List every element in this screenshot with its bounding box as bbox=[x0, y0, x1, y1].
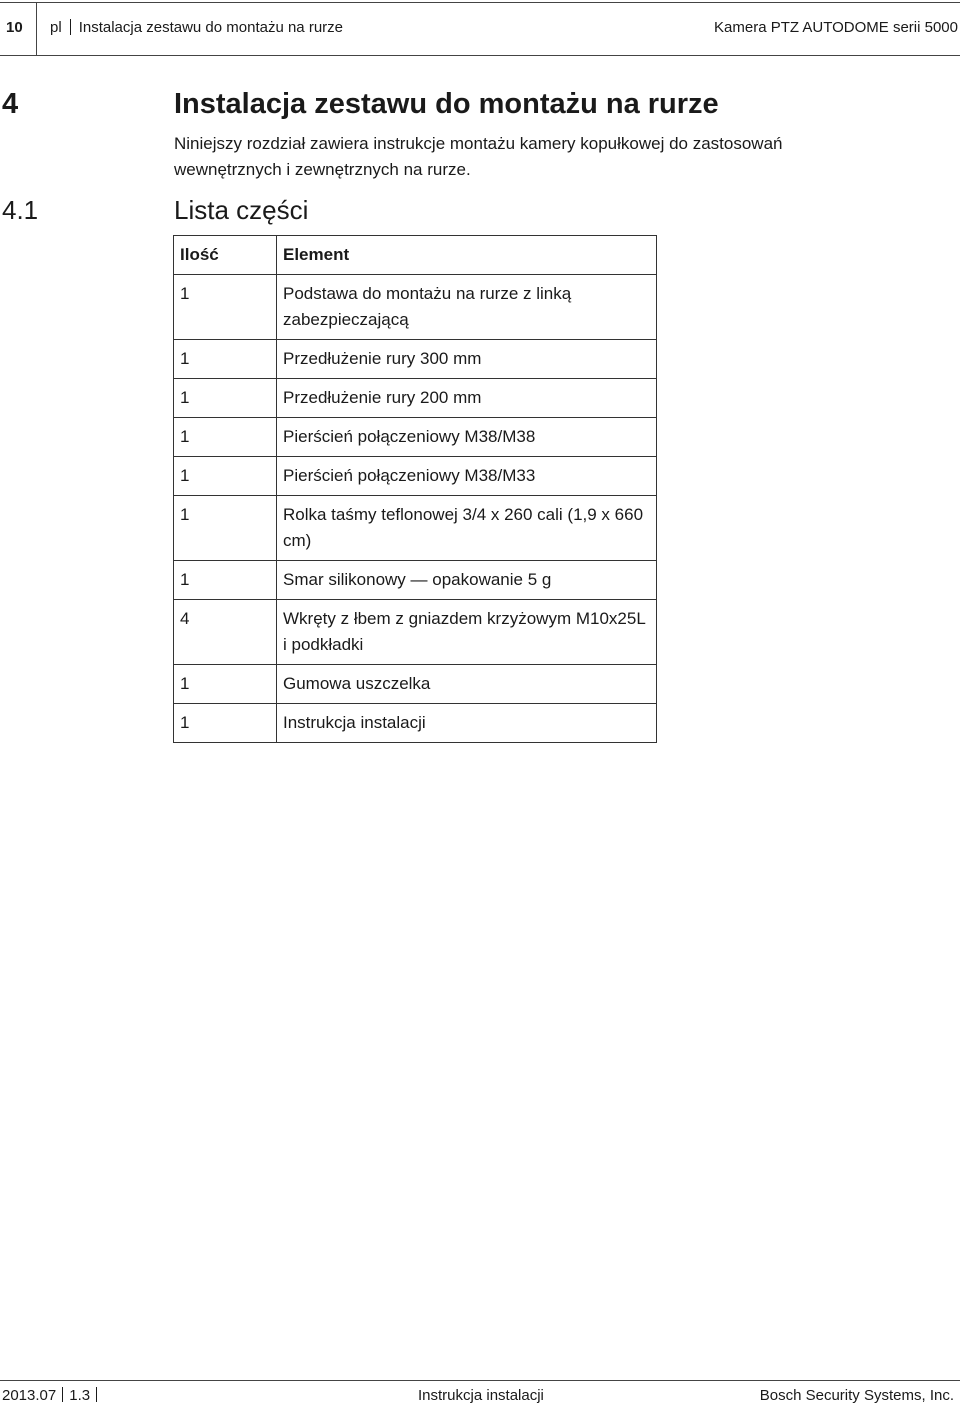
row-quantity: 1 bbox=[174, 418, 277, 457]
page-footer bbox=[0, 1380, 960, 1406]
row-quantity: 1 bbox=[174, 457, 277, 496]
page-number: 10 bbox=[6, 19, 23, 36]
row-quantity: 1 bbox=[174, 379, 277, 418]
table-row bbox=[174, 340, 657, 379]
row-item: Wkręty z łbem z gniazdem krzyżowym M10x25L i podkładki bbox=[277, 600, 657, 665]
chapter-title: Instalacja zestawu do montażu na rurze bbox=[174, 88, 719, 120]
chapter-intro: Niniejszy rozdział zawiera instrukcje montażu kamery kopułkowej do zastosowań wewnętrznych i zewnętrznych na rurze. bbox=[174, 134, 783, 179]
header-separator bbox=[70, 19, 71, 35]
header-section-title: Instalacja zestawu do montażu na rurze bbox=[78, 19, 343, 36]
table-row bbox=[174, 665, 657, 704]
page-header bbox=[0, 0, 960, 56]
row-quantity: 1 bbox=[174, 340, 277, 379]
table-row bbox=[174, 600, 657, 665]
row-quantity: 1 bbox=[174, 496, 277, 561]
table-row bbox=[174, 457, 657, 496]
chapter-number: 4 bbox=[2, 88, 19, 120]
section-title: Lista części bbox=[174, 195, 309, 225]
section-number: 4.1 bbox=[2, 195, 39, 225]
row-item: Pierścień połączeniowy M38/M38 bbox=[277, 418, 657, 457]
row-quantity: 1 bbox=[174, 275, 277, 340]
header-top-rule bbox=[0, 2, 960, 3]
row-quantity: 4 bbox=[174, 600, 277, 665]
footer-doc-type: Instrukcja instalacji bbox=[418, 1387, 544, 1404]
table-row bbox=[174, 418, 657, 457]
table-row bbox=[174, 704, 657, 743]
row-item: Smar silikonowy — opakowanie 5 g bbox=[277, 561, 657, 600]
row-quantity: 1 bbox=[174, 561, 277, 600]
row-item: Pierścień połączeniowy M38/M33 bbox=[277, 457, 657, 496]
header-language: pl bbox=[50, 19, 62, 36]
table-row bbox=[174, 379, 657, 418]
row-item: Gumowa uszczelka bbox=[277, 665, 657, 704]
footer-date: 2013.07 bbox=[2, 1387, 57, 1404]
header-divider bbox=[36, 3, 37, 55]
table-row bbox=[174, 496, 657, 561]
table-row bbox=[174, 275, 657, 340]
row-item: Instrukcja instalacji bbox=[277, 704, 657, 743]
footer-company: Bosch Security Systems, Inc. bbox=[759, 1387, 954, 1404]
table-row bbox=[174, 561, 657, 600]
footer-separator bbox=[96, 1387, 97, 1402]
header-element: Element bbox=[277, 236, 657, 275]
table-header-row bbox=[174, 236, 657, 275]
header-quantity: Ilość bbox=[174, 236, 277, 275]
footer-edition bbox=[2, 1387, 103, 1404]
parts-table bbox=[173, 235, 657, 743]
header-product: Kamera PTZ AUTODOME serii 5000 bbox=[714, 19, 958, 36]
row-item: Rolka taśmy teflonowej 3/4 x 260 cali (1,9 x 660 cm) bbox=[277, 496, 657, 561]
row-item: Przedłużenie rury 200 mm bbox=[277, 379, 657, 418]
header-bottom-rule bbox=[0, 55, 960, 56]
footer-separator bbox=[62, 1387, 63, 1402]
row-item: Przedłużenie rury 300 mm bbox=[277, 340, 657, 379]
row-quantity: 1 bbox=[174, 665, 277, 704]
row-quantity: 1 bbox=[174, 704, 277, 743]
header-breadcrumb bbox=[50, 19, 343, 36]
row-item: Podstawa do montażu na rurze z linką zabezpieczającą bbox=[277, 275, 657, 340]
footer-version: 1.3 bbox=[69, 1387, 91, 1404]
